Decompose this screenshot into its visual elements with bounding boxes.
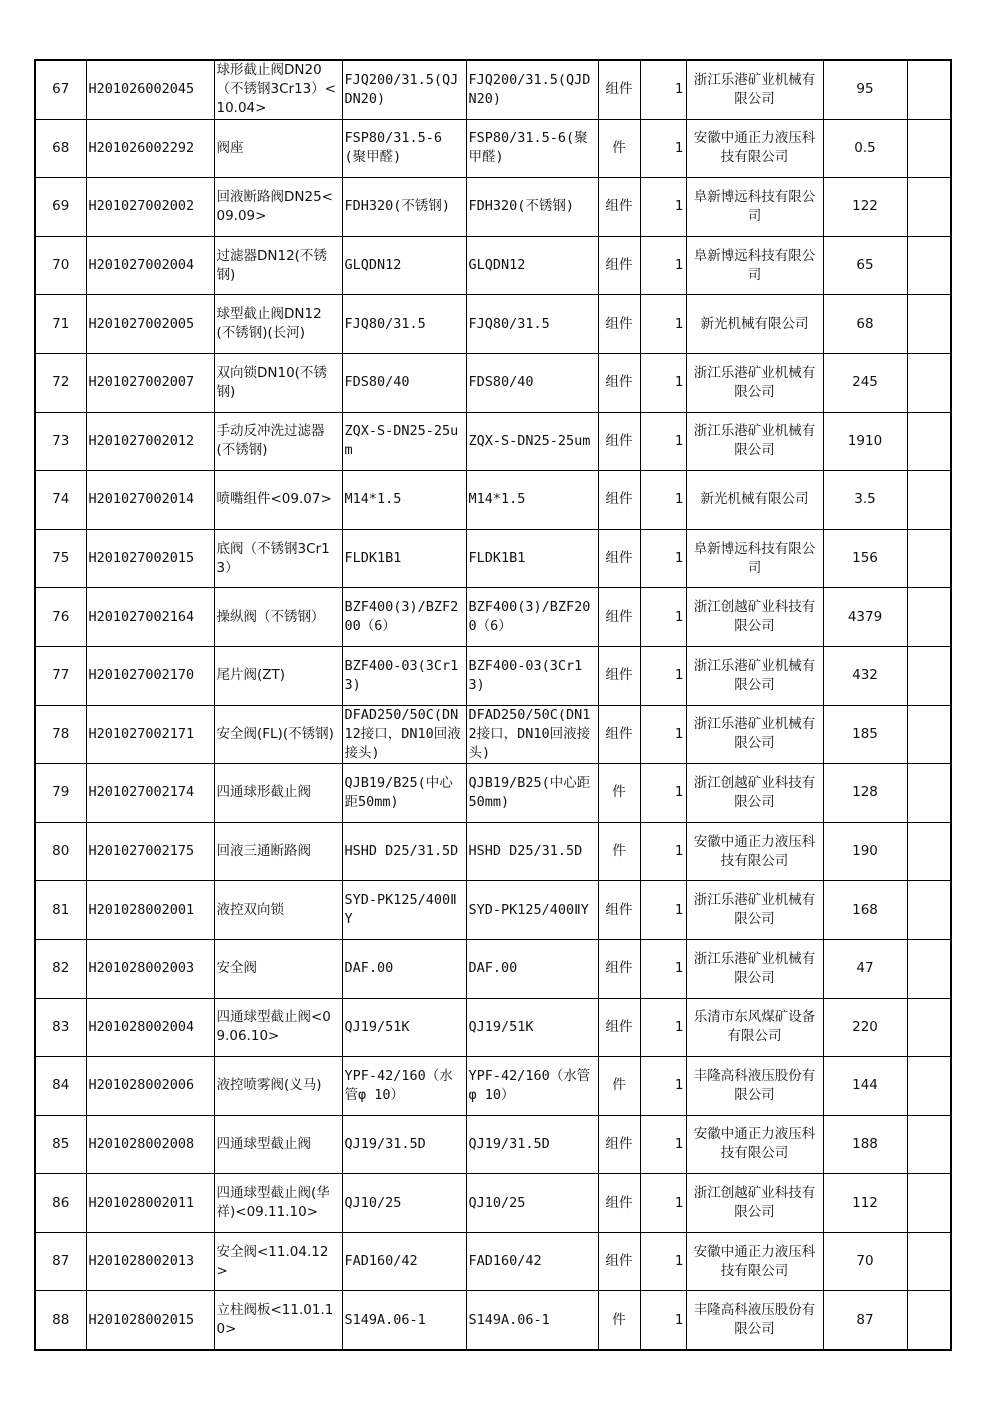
quantity-cell: 1 (640, 764, 686, 823)
material-code-cell: H201028002004 (86, 998, 214, 1057)
material-code-cell: H201028002015 (86, 1291, 214, 1350)
table-row (35, 705, 951, 764)
supplier-cell: 安徽中通正力液压科技有限公司 (686, 1115, 823, 1174)
price-cell: 190 (823, 822, 907, 881)
table-row (35, 646, 951, 705)
spec-cell: QJ19/31.5D (342, 1115, 466, 1174)
extra-cell (907, 1115, 951, 1174)
spec-cell: FJQ80/31.5 (342, 295, 466, 354)
extra-cell (907, 705, 951, 764)
model-cell: BZF400(3)/BZF200（6） (466, 588, 598, 647)
model-cell: FJQ200/31.5(QJDN20) (466, 60, 598, 119)
material-code-cell: H201027002015 (86, 529, 214, 588)
table-row (35, 353, 951, 412)
unit-cell: 件 (598, 1057, 640, 1116)
supplier-cell: 浙江乐港矿业机械有限公司 (686, 646, 823, 705)
table-row (35, 998, 951, 1057)
quantity-cell: 1 (640, 1057, 686, 1116)
row-number-cell: 85 (35, 1115, 86, 1174)
unit-cell: 组件 (598, 60, 640, 119)
supplier-cell: 浙江创越矿业科技有限公司 (686, 588, 823, 647)
supplier-cell: 浙江乐港矿业机械有限公司 (686, 60, 823, 119)
item-name-cell: 安全阀 (214, 939, 342, 998)
supplier-cell: 浙江乐港矿业机械有限公司 (686, 881, 823, 940)
extra-cell (907, 412, 951, 471)
extra-cell (907, 646, 951, 705)
model-cell: FLDK1B1 (466, 529, 598, 588)
spec-cell: FDS80/40 (342, 353, 466, 412)
unit-cell: 组件 (598, 236, 640, 295)
extra-cell (907, 353, 951, 412)
supplier-cell: 新光机械有限公司 (686, 471, 823, 530)
table-row (35, 588, 951, 647)
row-number-cell: 88 (35, 1291, 86, 1350)
table-row (35, 529, 951, 588)
row-number-cell: 72 (35, 353, 86, 412)
item-name-cell: 液控喷雾阀(义马) (214, 1057, 342, 1116)
item-name-cell: 回液三通断路阀 (214, 822, 342, 881)
supplier-cell: 浙江乐港矿业机械有限公司 (686, 353, 823, 412)
spec-cell: DFAD250/50C(DN12接口，DN10回液接头) (342, 705, 466, 764)
item-name-cell: 操纵阀（不锈钢） (214, 588, 342, 647)
table-row (35, 1057, 951, 1116)
quantity-cell: 1 (640, 60, 686, 119)
row-number-cell: 69 (35, 178, 86, 237)
price-cell: 156 (823, 529, 907, 588)
unit-cell: 组件 (598, 939, 640, 998)
item-name-cell: 回液断路阀DN25<09.09> (214, 178, 342, 237)
unit-cell: 组件 (598, 1232, 640, 1291)
row-number-cell: 83 (35, 998, 86, 1057)
item-name-cell: 四通球型截止阀<09.06.10> (214, 998, 342, 1057)
unit-cell: 组件 (598, 646, 640, 705)
item-name-cell: 过滤器DN12(不锈钢) (214, 236, 342, 295)
row-number-cell: 82 (35, 939, 86, 998)
model-cell: YPF-42/160（水管φ 10） (466, 1057, 598, 1116)
table-row (35, 178, 951, 237)
extra-cell (907, 1057, 951, 1116)
price-cell: 47 (823, 939, 907, 998)
supplier-cell: 浙江乐港矿业机械有限公司 (686, 939, 823, 998)
model-cell: FDH320(不锈钢) (466, 178, 598, 237)
quantity-cell: 1 (640, 998, 686, 1057)
quantity-cell: 1 (640, 881, 686, 940)
spec-cell: BZF400(3)/BZF200（6） (342, 588, 466, 647)
spec-cell: FSP80/31.5-6(聚甲醛) (342, 119, 466, 178)
extra-cell (907, 881, 951, 940)
item-name-cell: 四通球型截止阀 (214, 1115, 342, 1174)
price-cell: 0.5 (823, 119, 907, 178)
material-code-cell: H201027002174 (86, 764, 214, 823)
supplier-cell: 阜新博远科技有限公司 (686, 236, 823, 295)
model-cell: QJ19/31.5D (466, 1115, 598, 1174)
parts-table (34, 59, 952, 1351)
extra-cell (907, 764, 951, 823)
table-row (35, 1115, 951, 1174)
spec-cell: HSHD D25/31.5D (342, 822, 466, 881)
supplier-cell: 浙江创越矿业科技有限公司 (686, 764, 823, 823)
row-number-cell: 78 (35, 705, 86, 764)
price-cell: 168 (823, 881, 907, 940)
row-number-cell: 71 (35, 295, 86, 354)
material-code-cell: H201027002171 (86, 705, 214, 764)
item-name-cell: 安全阀(FL)(不锈钢) (214, 705, 342, 764)
table-body (35, 60, 951, 1350)
spec-cell: FLDK1B1 (342, 529, 466, 588)
row-number-cell: 67 (35, 60, 86, 119)
item-name-cell: 安全阀<11.04.12> (214, 1232, 342, 1291)
extra-cell (907, 178, 951, 237)
material-code-cell: H201028002001 (86, 881, 214, 940)
item-name-cell: 底阀（不锈钢3Cr13） (214, 529, 342, 588)
material-code-cell: H201026002045 (86, 60, 214, 119)
quantity-cell: 1 (640, 646, 686, 705)
price-cell: 70 (823, 1232, 907, 1291)
model-cell: QJ10/25 (466, 1174, 598, 1233)
unit-cell: 组件 (598, 295, 640, 354)
supplier-cell: 新光机械有限公司 (686, 295, 823, 354)
unit-cell: 组件 (598, 705, 640, 764)
table-row (35, 236, 951, 295)
spec-cell: BZF400-03(3Cr13) (342, 646, 466, 705)
unit-cell: 件 (598, 119, 640, 178)
spec-cell: FAD160/42 (342, 1232, 466, 1291)
item-name-cell: 喷嘴组件<09.07> (214, 471, 342, 530)
quantity-cell: 1 (640, 353, 686, 412)
extra-cell (907, 471, 951, 530)
quantity-cell: 1 (640, 119, 686, 178)
quantity-cell: 1 (640, 588, 686, 647)
model-cell: GLQDN12 (466, 236, 598, 295)
unit-cell: 组件 (598, 412, 640, 471)
material-code-cell: H201027002175 (86, 822, 214, 881)
extra-cell (907, 236, 951, 295)
price-cell: 112 (823, 1174, 907, 1233)
spec-cell: FDH320(不锈钢) (342, 178, 466, 237)
supplier-cell: 丰隆高科液压股份有限公司 (686, 1057, 823, 1116)
unit-cell: 件 (598, 764, 640, 823)
price-cell: 245 (823, 353, 907, 412)
model-cell: FSP80/31.5-6(聚甲醛) (466, 119, 598, 178)
row-number-cell: 84 (35, 1057, 86, 1116)
unit-cell: 件 (598, 822, 640, 881)
unit-cell: 组件 (598, 353, 640, 412)
item-name-cell: 四通球形截止阀 (214, 764, 342, 823)
table-row (35, 939, 951, 998)
spec-cell: M14*1.5 (342, 471, 466, 530)
row-number-cell: 79 (35, 764, 86, 823)
price-cell: 65 (823, 236, 907, 295)
quantity-cell: 1 (640, 412, 686, 471)
quantity-cell: 1 (640, 471, 686, 530)
unit-cell: 组件 (598, 881, 640, 940)
row-number-cell: 87 (35, 1232, 86, 1291)
table-row (35, 1174, 951, 1233)
row-number-cell: 77 (35, 646, 86, 705)
item-name-cell: 四通球型截止阀(华祥)<09.11.10> (214, 1174, 342, 1233)
price-cell: 188 (823, 1115, 907, 1174)
material-code-cell: H201028002013 (86, 1232, 214, 1291)
price-cell: 3.5 (823, 471, 907, 530)
material-code-cell: H201027002012 (86, 412, 214, 471)
item-name-cell: 立柱阀板<11.01.10> (214, 1291, 342, 1350)
row-number-cell: 70 (35, 236, 86, 295)
extra-cell (907, 1291, 951, 1350)
extra-cell (907, 119, 951, 178)
extra-cell (907, 998, 951, 1057)
row-number-cell: 73 (35, 412, 86, 471)
unit-cell: 件 (598, 1291, 640, 1350)
model-cell: FDS80/40 (466, 353, 598, 412)
price-cell: 128 (823, 764, 907, 823)
model-cell: FJQ80/31.5 (466, 295, 598, 354)
supplier-cell: 安徽中通正力液压科技有限公司 (686, 1232, 823, 1291)
extra-cell (907, 822, 951, 881)
material-code-cell: H201027002005 (86, 295, 214, 354)
table-row (35, 822, 951, 881)
price-cell: 432 (823, 646, 907, 705)
unit-cell: 组件 (598, 178, 640, 237)
material-code-cell: H201028002008 (86, 1115, 214, 1174)
material-code-cell: H201027002170 (86, 646, 214, 705)
price-cell: 68 (823, 295, 907, 354)
item-name-cell: 球型截止阀DN12(不锈钢)(长河) (214, 295, 342, 354)
supplier-cell: 安徽中通正力液压科技有限公司 (686, 822, 823, 881)
model-cell: DFAD250/50C(DN12接口，DN10回液接头) (466, 705, 598, 764)
material-code-cell: H201027002164 (86, 588, 214, 647)
model-cell: DAF.00 (466, 939, 598, 998)
row-number-cell: 86 (35, 1174, 86, 1233)
extra-cell (907, 529, 951, 588)
material-code-cell: H201027002002 (86, 178, 214, 237)
quantity-cell: 1 (640, 1174, 686, 1233)
price-cell: 144 (823, 1057, 907, 1116)
price-cell: 122 (823, 178, 907, 237)
price-cell: 4379 (823, 588, 907, 647)
spec-cell: QJ19/51K (342, 998, 466, 1057)
model-cell: HSHD D25/31.5D (466, 822, 598, 881)
spec-cell: S149A.06-1 (342, 1291, 466, 1350)
quantity-cell: 1 (640, 822, 686, 881)
supplier-cell: 浙江乐港矿业机械有限公司 (686, 412, 823, 471)
row-number-cell: 81 (35, 881, 86, 940)
extra-cell (907, 60, 951, 119)
item-name-cell: 尾片阀(ZT) (214, 646, 342, 705)
extra-cell (907, 1232, 951, 1291)
model-cell: QJB19/B25(中心距50mm) (466, 764, 598, 823)
quantity-cell: 1 (640, 1232, 686, 1291)
quantity-cell: 1 (640, 178, 686, 237)
material-code-cell: H201027002004 (86, 236, 214, 295)
material-code-cell: H201026002292 (86, 119, 214, 178)
table-row (35, 60, 951, 119)
item-name-cell: 液控双向锁 (214, 881, 342, 940)
unit-cell: 组件 (598, 529, 640, 588)
model-cell: S149A.06-1 (466, 1291, 598, 1350)
table-row (35, 471, 951, 530)
material-code-cell: H201027002007 (86, 353, 214, 412)
price-cell: 220 (823, 998, 907, 1057)
spec-cell: FJQ200/31.5(QJDN20) (342, 60, 466, 119)
quantity-cell: 1 (640, 236, 686, 295)
supplier-cell: 浙江创越矿业科技有限公司 (686, 1174, 823, 1233)
spec-cell: QJ10/25 (342, 1174, 466, 1233)
price-cell: 1910 (823, 412, 907, 471)
supplier-cell: 乐清市东风煤矿设备有限公司 (686, 998, 823, 1057)
unit-cell: 组件 (598, 998, 640, 1057)
row-number-cell: 68 (35, 119, 86, 178)
extra-cell (907, 588, 951, 647)
quantity-cell: 1 (640, 1115, 686, 1174)
spec-cell: ZQX-S-DN25-25um (342, 412, 466, 471)
table-row (35, 881, 951, 940)
row-number-cell: 76 (35, 588, 86, 647)
spec-cell: YPF-42/160（水管φ 10） (342, 1057, 466, 1116)
price-cell: 87 (823, 1291, 907, 1350)
table-row (35, 119, 951, 178)
material-code-cell: H201028002003 (86, 939, 214, 998)
item-name-cell: 双向锁DN10(不锈钢) (214, 353, 342, 412)
model-cell: BZF400-03(3Cr13) (466, 646, 598, 705)
price-cell: 95 (823, 60, 907, 119)
unit-cell: 组件 (598, 588, 640, 647)
model-cell: FAD160/42 (466, 1232, 598, 1291)
supplier-cell: 安徽中通正力液压科技有限公司 (686, 119, 823, 178)
item-name-cell: 手动反冲洗过滤器(不锈钢) (214, 412, 342, 471)
row-number-cell: 74 (35, 471, 86, 530)
spec-cell: DAF.00 (342, 939, 466, 998)
extra-cell (907, 295, 951, 354)
model-cell: ZQX-S-DN25-25um (466, 412, 598, 471)
row-number-cell: 80 (35, 822, 86, 881)
table-row (35, 764, 951, 823)
table-row (35, 412, 951, 471)
material-code-cell: H201028002011 (86, 1174, 214, 1233)
row-number-cell: 75 (35, 529, 86, 588)
extra-cell (907, 1174, 951, 1233)
material-code-cell: H201028002006 (86, 1057, 214, 1116)
quantity-cell: 1 (640, 295, 686, 354)
spec-cell: GLQDN12 (342, 236, 466, 295)
table-row (35, 1291, 951, 1350)
spec-cell: QJB19/B25(中心距50mm) (342, 764, 466, 823)
supplier-cell: 浙江乐港矿业机械有限公司 (686, 705, 823, 764)
spec-cell: SYD-PK125/400ⅡY (342, 881, 466, 940)
item-name-cell: 阀座 (214, 119, 342, 178)
price-cell: 185 (823, 705, 907, 764)
supplier-cell: 阜新博远科技有限公司 (686, 529, 823, 588)
quantity-cell: 1 (640, 705, 686, 764)
item-name-cell: 球形截止阀DN20（不锈钢3Cr13）<10.04> (214, 60, 342, 119)
unit-cell: 组件 (598, 471, 640, 530)
supplier-cell: 丰隆高科液压股份有限公司 (686, 1291, 823, 1350)
extra-cell (907, 939, 951, 998)
model-cell: M14*1.5 (466, 471, 598, 530)
quantity-cell: 1 (640, 529, 686, 588)
unit-cell: 组件 (598, 1174, 640, 1233)
model-cell: SYD-PK125/400ⅡY (466, 881, 598, 940)
unit-cell: 组件 (598, 1115, 640, 1174)
supplier-cell: 阜新博远科技有限公司 (686, 178, 823, 237)
table-row (35, 1232, 951, 1291)
quantity-cell: 1 (640, 1291, 686, 1350)
model-cell: QJ19/51K (466, 998, 598, 1057)
quantity-cell: 1 (640, 939, 686, 998)
table-row (35, 295, 951, 354)
material-code-cell: H201027002014 (86, 471, 214, 530)
